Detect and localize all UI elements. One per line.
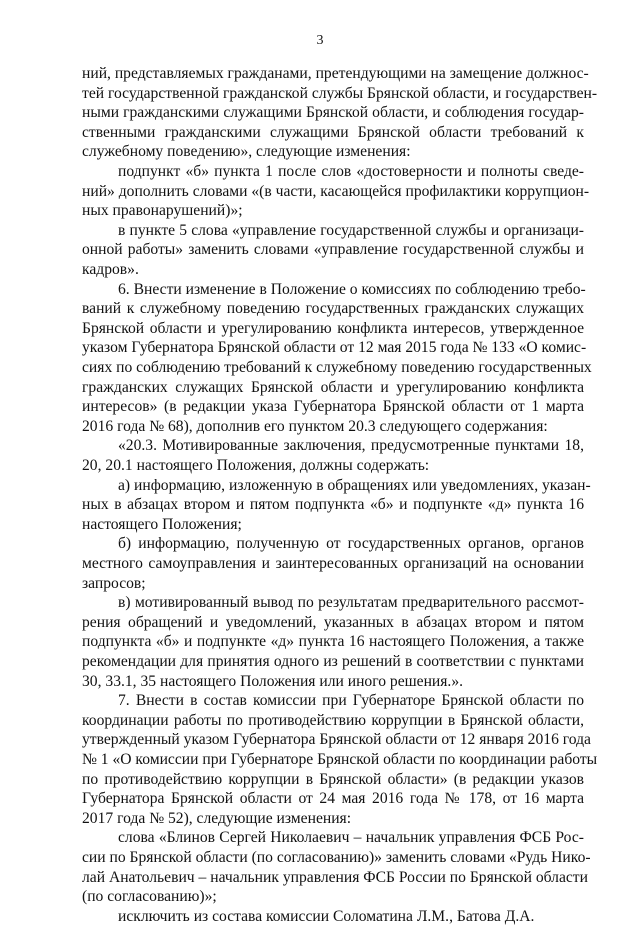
text-line: «20.3. Мотивированные заключения, предусмотренные пунктами 18, [118,437,584,455]
text-line: онной работы» заменить словами «управление государственной службы и [82,241,584,259]
text-line: гражданских служащих Брянской области и урегулированию конфликта [82,378,584,396]
text-line: настоящего Положения; [82,515,242,533]
text-line: ваний к служебному поведению государственных гражданских служащих [82,300,584,318]
text-line: служебному поведению», следующие изменения: [82,143,411,161]
text-line: ственными гражданскими служащими Брянской области требований к [82,123,584,141]
text-line: 2017 года № 52), следующие изменения: [82,809,352,827]
text-line: кадров». [82,261,139,278]
text-line: № 1 «О комиссии при Губернаторе Брянской области по координации работы [82,751,598,768]
text-line: подпункта «б» и подпункте «д» пункта 16 настоящего Положения, а также [82,633,584,651]
text-line: б) информацию, полученную от государственных органов, органов [118,535,584,553]
text-line: ний, представляемых гражданами, претендующими на замещение должнос- [82,65,589,82]
text-line: по противодействию коррупции в Брянской области» (в редакции указов [82,770,584,788]
text-line: тей государственной гражданской службы Брянской области, и государствен- [82,84,598,102]
page-number: 3 [316,33,324,48]
text-line: Губернатора Брянской области от 24 мая 2016 года № 178, от 16 марта [82,790,584,808]
text-line: интересов» (в редакции указа Губернатора Брянской области от 1 марта [82,398,584,416]
text-line: (по согласованию)»; [82,888,217,906]
text-line: а) информацию, изложенную в обращениях или уведомлениях, указан- [118,476,591,494]
text-line: слова «Блинов Сергей Николаевич – начальник управления ФСБ Рос- [118,829,584,847]
text-line: ными гражданскими служащими Брянской области, и соблюдения государ- [82,104,584,122]
text-line: координации работы по противодействию коррупции в Брянской области, [82,711,584,729]
text-line: 30, 33.1, 35 настоящего Положения или иного решения.». [82,672,464,690]
text-line: рекомендации для принятия одного из решений в соответствии с пунктами [82,653,584,670]
text-line: 2016 года № 68), дополнив его пунктом 20.3 следующего содержания: [82,417,548,435]
text-line: в пункте 5 слова «управление государственной службы и организаци- [118,221,584,239]
text-line: запросов; [82,574,146,592]
text-line: утвержденный указом Губернатора Брянской области от 12 января 2016 года [82,731,591,749]
text-line: ных в абзацах втором и пятом подпункта «б» и подпункте «д» пункта 16 [82,496,584,514]
text-line: 20, 20.1 настоящего Положения, должны содержать: [82,457,430,474]
text-line: рения обращений и уведомлений, указанных в абзацах втором и пятом [82,613,584,631]
text-line: сиях по соблюдению требований к служебному поведению государственных [82,359,592,376]
text-line: местного самоуправления и заинтересованных организаций на основании [82,555,584,572]
text-line: указом Губернатора Брянской области от 12 мая 2015 года № 133 «О комис- [82,339,587,357]
text-line: ний» дополнить словами «(в части, касающейся профилактики коррупцион- [82,182,590,200]
text-line: 6. Внести изменение в Положение о комиссиях по соблюдению требо- [118,280,586,298]
text-line: лай Анатольевич – начальник управления ФСБ России по Брянской области [82,868,588,886]
text-line: сии по Брянской области (по согласованию)» заменить словами «Рудь Нико- [82,849,591,866]
text-line: в) мотивированный вывод по результатам предварительного рассмот- [118,594,584,612]
text-line: 7. Внести в состав комиссии при Губернаторе Брянской области по [118,692,584,710]
text-line: подпункт «б» пункта 1 после слов «достоверности и полноты сведе- [118,163,584,180]
text-line: Брянской области и урегулированию конфликта интересов, утвержденное [82,319,584,337]
text-line: ных правонарушений)»; [82,202,243,220]
text-line: исключить из состава комиссии Соломатина Л.М., Батова Д.А. [118,907,535,925]
